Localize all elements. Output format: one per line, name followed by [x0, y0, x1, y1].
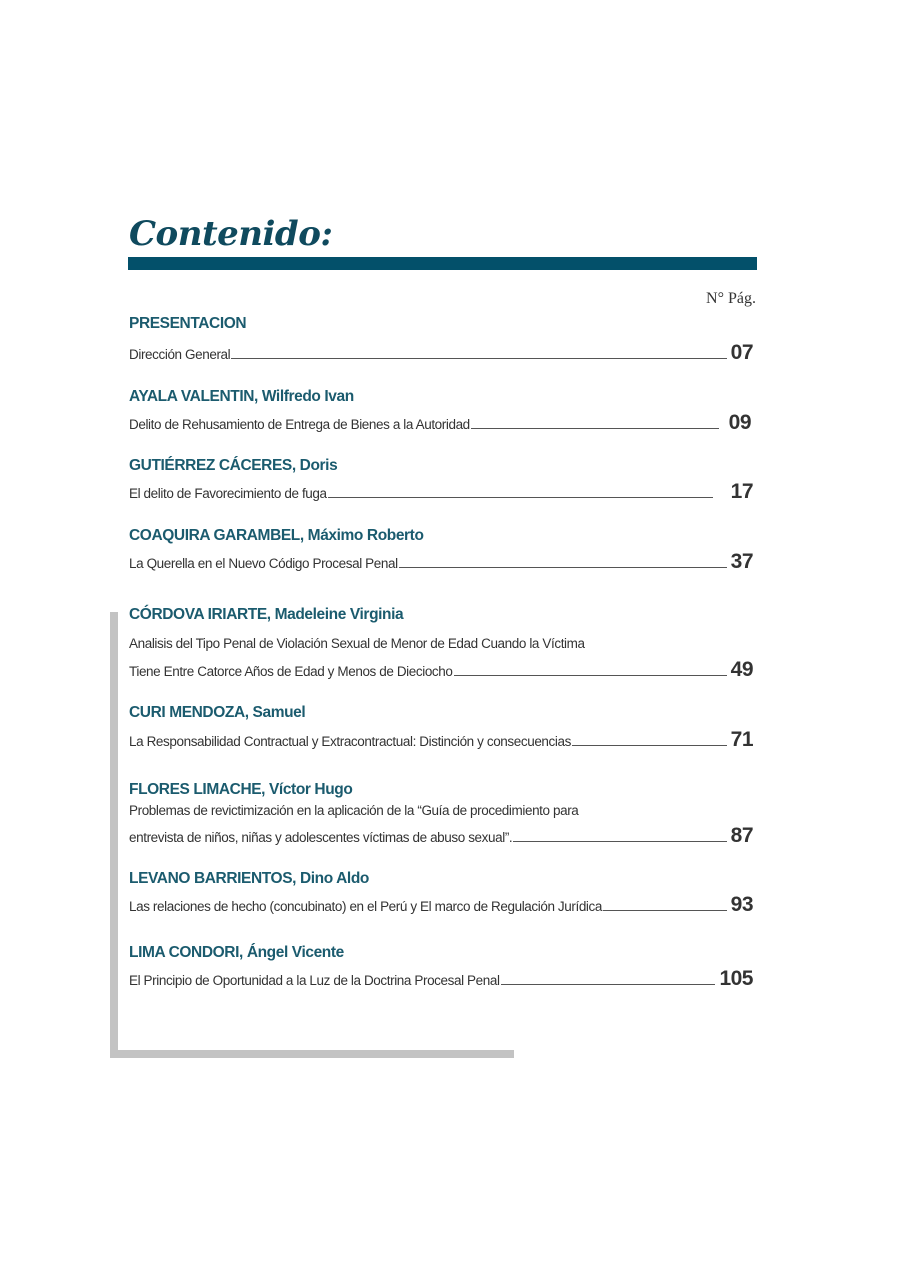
toc-entry-title: El Principio de Oportunidad a la Luz de la Doctrina Procesal Penal	[129, 973, 500, 988]
toc-entry-title-line: Analisis del Tipo Penal de Violación Sexual de Menor de Edad Cuando la Víctima	[129, 636, 585, 651]
toc-page-number: 49	[730, 658, 753, 681]
toc-entry-title: Las relaciones de hecho (concubinato) en el Perú y El marco de Regulación Jurídica	[129, 899, 602, 914]
toc-entry-title: La Querella en el Nuevo Código Procesal Penal	[129, 556, 398, 571]
toc-line[interactable]	[129, 729, 753, 751]
title-rule	[128, 257, 757, 270]
leader-line	[328, 497, 713, 498]
toc-entry-title: El delito de Favorecimiento de fuga	[129, 486, 327, 501]
toc-page-number: 07	[730, 341, 753, 364]
leader-line	[454, 675, 727, 676]
toc-entry-title-line: Problemas de revictimización en la aplicación de la “Guía de procedimiento para	[129, 803, 579, 818]
toc-author: LEVANO BARRIENTOS, Dino Aldo	[129, 870, 369, 887]
decorative-gray-horizontal	[110, 1050, 514, 1058]
toc-entry-title: Delito de Rehusamiento de Entrega de Bienes a la Autoridad	[129, 417, 470, 432]
toc-line[interactable]	[129, 481, 753, 503]
toc-author: GUTIÉRREZ CÁCERES, Doris	[129, 457, 338, 474]
toc-entry-title: Dirección General	[129, 347, 231, 362]
toc-author: AYALA VALENTIN, Wilfredo Ivan	[129, 388, 354, 405]
toc-line[interactable]	[129, 412, 751, 434]
toc-page-number: 71	[730, 728, 753, 751]
toc-line[interactable]	[129, 659, 753, 681]
leader-line	[399, 567, 727, 568]
toc-author: FLORES LIMACHE, Víctor Hugo	[129, 781, 353, 798]
toc-author: CURI MENDOZA, Samuel	[129, 704, 306, 721]
toc-entry-title: La Responsabilidad Contractual y Extracontractual: Distinción y consecuencias	[129, 734, 571, 749]
toc-entry-title: Tiene Entre Catorce Años de Edad y Menos de Dieciocho	[129, 664, 453, 679]
page-column-header: N° Pág.	[706, 290, 756, 307]
toc-line[interactable]	[129, 894, 753, 916]
toc-line[interactable]	[129, 968, 753, 990]
toc-entry-title: entrevista de niños, niñas y adolescentes víctimas de abuso sexual”.	[129, 830, 513, 845]
leader-line	[471, 428, 719, 429]
toc-line[interactable]	[129, 825, 753, 847]
toc-line[interactable]	[129, 342, 753, 364]
toc-author: LIMA CONDORI, Ángel Vicente	[129, 944, 344, 961]
decorative-gray-vertical	[110, 612, 118, 1058]
leader-line	[572, 745, 727, 746]
toc-author: CÓRDOVA IRIARTE, Madeleine Virginia	[129, 606, 404, 623]
toc-page-number: 37	[730, 550, 753, 573]
toc-line[interactable]	[129, 551, 753, 573]
toc-page-number: 105	[719, 967, 753, 990]
leader-line	[501, 984, 716, 985]
toc-page-number: 09	[728, 411, 751, 434]
toc-author: COAQUIRA GARAMBEL, Máximo Roberto	[129, 527, 424, 544]
toc-page-number: 87	[730, 824, 753, 847]
leader-line	[513, 841, 726, 842]
toc-page-number: 93	[730, 893, 753, 916]
leader-line	[231, 358, 726, 359]
toc-title: Contenido:	[129, 214, 333, 254]
leader-line	[603, 910, 727, 911]
toc-page-number: 17	[730, 480, 753, 503]
toc-author: PRESENTACION	[129, 315, 247, 332]
